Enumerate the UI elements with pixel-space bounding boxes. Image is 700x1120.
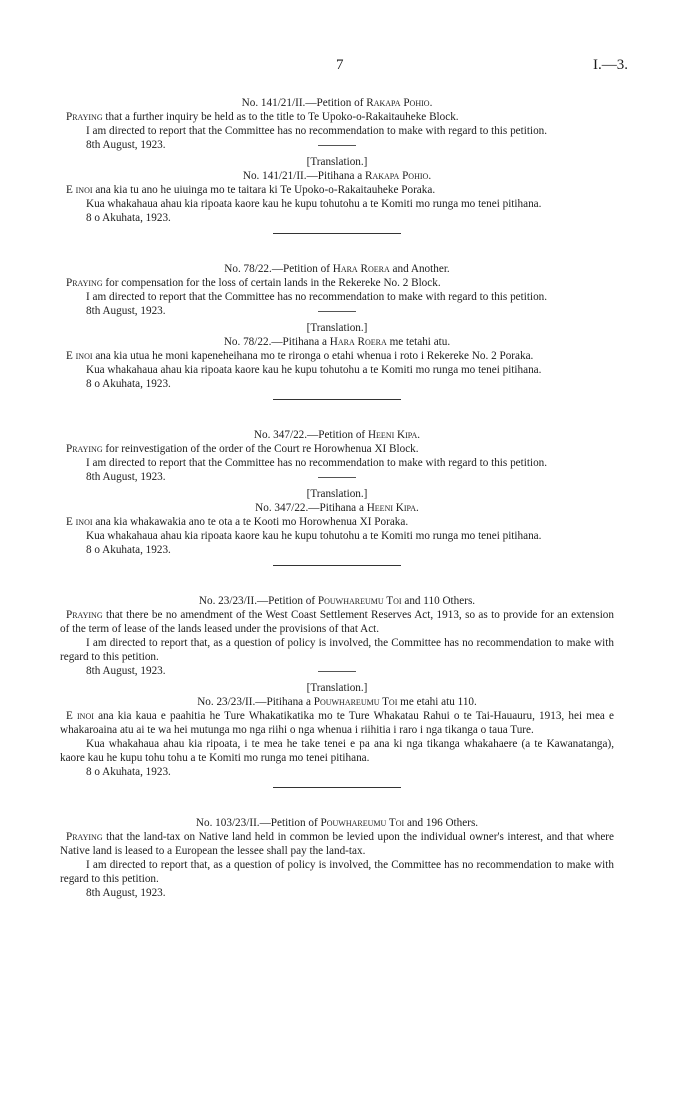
section-divider bbox=[273, 399, 401, 400]
title-part: Heeni Kipa bbox=[366, 502, 417, 514]
title-part: . bbox=[428, 170, 432, 182]
title-part: No. 141/21/II.—Petition of bbox=[241, 97, 367, 109]
prayer-text: for compensation for the loss of certain lands in the Rekereke No. 2 Block. bbox=[102, 277, 441, 289]
petitions-list bbox=[60, 96, 614, 900]
petition-section bbox=[60, 262, 614, 400]
english-committee-report: I am directed to report that, as a question of policy is involved, the Committee has no recommendation to make with regard to this petition. bbox=[60, 637, 614, 663]
title-part: Heeni Kipa bbox=[367, 429, 418, 441]
title-part: . bbox=[416, 502, 419, 514]
title-part: me etahi atu 110. bbox=[397, 696, 477, 708]
title-part: Rakapa Pohio bbox=[365, 170, 429, 182]
title-part: Pouwhareumu Toi bbox=[320, 817, 405, 829]
prayer-text: ana kia utua he moni kapeneheihana mo te rironga o etahi whenua i roto i Rekereke No. 2 Poraka. bbox=[92, 350, 534, 362]
section-divider bbox=[273, 233, 401, 234]
prayer-text: for reinvestigation of the order of the Court re Horowhenua XI Block. bbox=[102, 443, 419, 455]
translation-label: [Translation.] bbox=[306, 488, 368, 500]
short-divider bbox=[318, 477, 356, 478]
maori-report-date: 8 o Akuhata, 1923. bbox=[86, 212, 171, 224]
english-committee-report: I am directed to report that the Committee has no recommendation to make with regard to this petition. bbox=[86, 457, 548, 469]
prayer-text: that there be no amendment of the West Coast Settlement Reserves Act, 1913, so as to provide for an extension of the term of lease of the lands leased under the provisions of that Act. bbox=[60, 609, 614, 635]
maori-petition-title bbox=[60, 695, 614, 709]
prayer-lead: Praying bbox=[66, 609, 103, 621]
maori-committee-report: Kua whakahaua ahau kia ripoata, i te mea he take tenei e pa ana ki nga tikanga whakahaere (a te Kawanatanga), kaore kau he kupu tohu tohu a te Komiti mo runga mo tenei pitihana. bbox=[60, 738, 614, 764]
maori-committee-report: Kua whakahaua ahau kia ripoata kaore kau he kupu tohutohu a te Komiti mo runga mo tenei pitihana. bbox=[86, 198, 542, 210]
english-report-date: 8th August, 1923. bbox=[86, 887, 166, 899]
english-report-date: 8th August, 1923. bbox=[86, 665, 166, 677]
prayer-lead: Praying bbox=[66, 277, 103, 289]
maori-report-date: 8 o Akuhata, 1923. bbox=[86, 766, 171, 778]
english-petition-prayer bbox=[60, 442, 614, 456]
translation-label: [Translation.] bbox=[306, 682, 368, 694]
prayer-lead: E inoi bbox=[66, 350, 93, 362]
english-committee-report: I am directed to report that the Committee has no recommendation to make with regard to this petition. bbox=[86, 125, 548, 137]
english-report-date: 8th August, 1923. bbox=[86, 305, 166, 317]
title-part: and 196 Others. bbox=[404, 817, 479, 829]
english-petition-title bbox=[60, 96, 614, 110]
petition-section bbox=[60, 96, 614, 234]
title-part: No. 23/23/II.—Pitihana a bbox=[197, 696, 314, 708]
english-petition-prayer bbox=[60, 830, 614, 858]
title-part: me tetahi atu. bbox=[386, 336, 451, 348]
prayer-text: that a further inquiry be held as to the title to Te Upoko-o-Rakaitauheke Block. bbox=[102, 111, 459, 123]
page-number: 7 bbox=[336, 57, 344, 73]
section-divider bbox=[273, 787, 401, 788]
maori-petition-prayer bbox=[60, 709, 614, 737]
english-petition-title bbox=[60, 428, 614, 442]
prayer-lead: Praying bbox=[66, 111, 103, 123]
title-part: No. 347/22.—Pitihana a bbox=[255, 502, 367, 514]
prayer-lead: Praying bbox=[66, 443, 103, 455]
english-committee-report: I am directed to report that the Committee has no recommendation to make with regard to this petition. bbox=[86, 291, 548, 303]
maori-report-date: 8 o Akuhata, 1923. bbox=[86, 378, 171, 390]
title-part: . bbox=[429, 97, 433, 109]
english-petition-prayer bbox=[60, 608, 614, 636]
prayer-lead: E inoi bbox=[66, 516, 93, 528]
maori-committee-report: Kua whakahaua ahau kia ripoata kaore kau he kupu tohutohu a te Komiti mo runga mo tenei pitihana. bbox=[86, 364, 542, 376]
petition-section bbox=[60, 594, 614, 788]
prayer-lead: E inoi bbox=[66, 710, 94, 722]
short-divider bbox=[318, 311, 356, 312]
maori-petition-title bbox=[60, 169, 614, 183]
title-part: No. 78/22.—Pitihana a bbox=[223, 336, 330, 348]
section-divider bbox=[273, 565, 401, 566]
short-divider bbox=[318, 145, 356, 146]
maori-petition-prayer bbox=[60, 515, 614, 529]
title-part: Hara Roera bbox=[332, 263, 390, 275]
translation-label: [Translation.] bbox=[306, 322, 368, 334]
english-petition-title bbox=[60, 594, 614, 608]
translation-label: [Translation.] bbox=[306, 156, 368, 168]
petition-section bbox=[60, 428, 614, 566]
maori-report-date: 8 o Akuhata, 1923. bbox=[86, 544, 171, 556]
maori-petition-prayer bbox=[60, 349, 614, 363]
paper-reference: I.—3. bbox=[593, 57, 628, 73]
english-committee-report: I am directed to report that, as a question of policy is involved, the Committee has no recommendation to make with regard to this petition. bbox=[60, 859, 614, 885]
title-part: No. 141/21/II.—Pitihana a bbox=[242, 170, 365, 182]
english-petition-title bbox=[60, 816, 614, 830]
short-divider bbox=[318, 671, 356, 672]
page-header bbox=[0, 58, 700, 78]
maori-committee-report: Kua whakahaua ahau kia ripoata kaore kau he kupu tohutohu a te Komiti mo runga mo tenei pitihana. bbox=[86, 530, 542, 542]
title-part: No. 103/23/II.—Petition of bbox=[195, 817, 321, 829]
title-part: No. 23/23/II.—Petition of bbox=[198, 595, 318, 607]
title-part: Pouwhareumu Toi bbox=[313, 696, 398, 708]
title-part: Pouwhareumu Toi bbox=[317, 595, 402, 607]
title-part: Hara Roera bbox=[329, 336, 387, 348]
prayer-text: ana kia kaua e paahitia he Ture Whakatikatika mo te Ture Whakatau Rahui o te Tai-Hauauru, 1913, hei mea e whakaroaina atu ai te wa hei mutunga mo nga riihi o nga whenua i riihitia i raro i nga tikanga o taua Ture. bbox=[60, 710, 615, 736]
english-petition-prayer bbox=[60, 110, 614, 124]
maori-petition-title bbox=[60, 335, 614, 349]
title-part: No. 78/22.—Petition of bbox=[224, 263, 333, 275]
maori-petition-title bbox=[60, 501, 614, 515]
title-part: No. 347/22.—Petition of bbox=[253, 429, 368, 441]
petition-section bbox=[60, 816, 614, 900]
prayer-lead: Praying bbox=[66, 831, 103, 843]
english-report-date: 8th August, 1923. bbox=[86, 471, 166, 483]
maori-petition-prayer bbox=[60, 183, 614, 197]
english-petition-prayer bbox=[60, 276, 614, 290]
english-report-date: 8th August, 1923. bbox=[86, 139, 166, 151]
title-part: Rakapa Pohio bbox=[366, 97, 430, 109]
prayer-text: ana kia tu ano he uiuinga mo te taitara ki Te Upoko-o-Rakaitauheke Poraka. bbox=[92, 184, 436, 196]
prayer-text: that the land-tax on Native land held in common be levied upon the individual owner's interest, and that where Native land is leased to a European the lessee shall pay the land-tax. bbox=[60, 831, 614, 857]
english-petition-title bbox=[60, 262, 614, 276]
title-part: and 110 Others. bbox=[401, 595, 476, 607]
title-part: . bbox=[417, 429, 421, 441]
title-part: and Another. bbox=[389, 263, 450, 275]
prayer-text: ana kia whakawakia ano te ota a te Kooti mo Horowhenua XI Poraka. bbox=[92, 516, 409, 528]
prayer-lead: E inoi bbox=[66, 184, 93, 196]
